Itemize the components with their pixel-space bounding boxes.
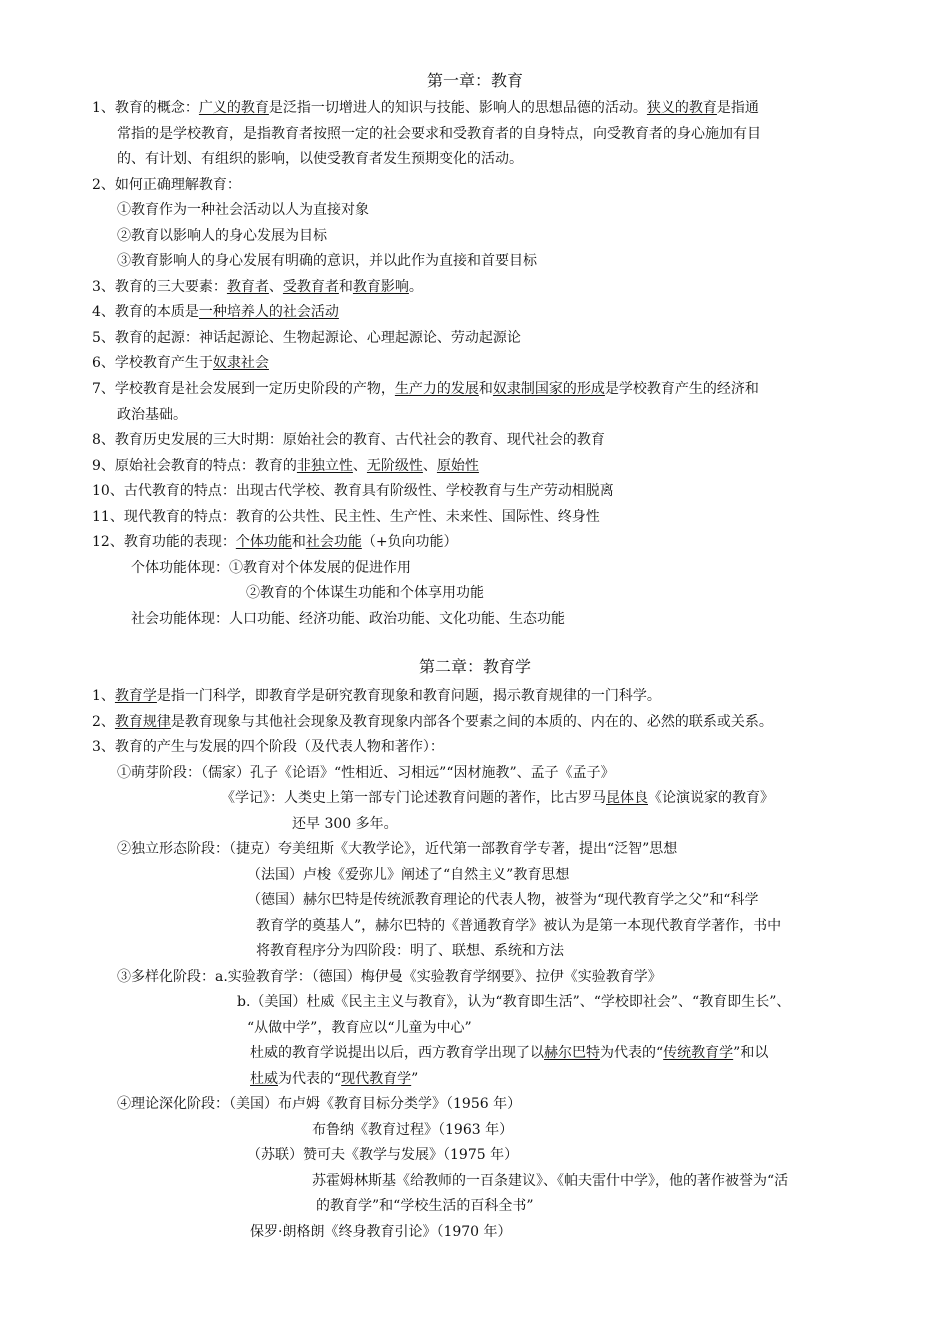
stage-2-line-1: ②独立形态阶段：（捷克）夸美纽斯《大教学论》，近代第一部教育学专著，提出“泛智”思想 (117, 841, 678, 857)
stage-3-line-2: b.（美国）杜威《民主主义与教育》，认为“教育即生活”、“学校即社会”、“教育即生长”、 (237, 994, 791, 1010)
ch2-item-2: 2、教育规律是教育现象与其他社会现象及教育现象内部各个要素之间的本质的、内在的、必然的联系或关系。 (92, 714, 773, 730)
stage-3-line-1: ③多样化阶段：a.实验教育学：（德国）梅伊曼《实验教育学纲要》、拉伊《实验教育学》 (117, 969, 662, 985)
term-narrow-education: 狭义的教育 (646, 100, 717, 116)
chapter-2-title: 第二章：教育学 (418, 657, 531, 676)
item-1-line-1: 1、教育的概念：广义的教育是泛指一切增进人的知识与技能、影响人的思想品德的活动。狭义的教育是指通 (92, 100, 759, 116)
item-6: 6、学校教育产生于奴隶社会 (92, 355, 269, 371)
item-2-heading: 2、如何正确理解教育： (92, 177, 241, 193)
item-7-line-2: 政治基础。 (117, 407, 187, 423)
item-12-social: 社会功能体现：人口功能、经济功能、政治功能、文化功能、生态功能 (131, 611, 565, 627)
stage-4-line-5: 的教育学”和“学校生活的百科全书” (316, 1198, 534, 1214)
stage-1-line-3: 还早 300 多年。 (292, 816, 398, 832)
item-12-individual-2: ②教育的个体谋生功能和个体享用功能 (246, 585, 484, 601)
stage-3-line-3: “从做中学”，教育应以“儿童为中心” (247, 1020, 472, 1036)
stage-4-line-1: ④理论深化阶段：（美国）布卢姆《教育目标分类学》（1956 年） (117, 1096, 522, 1112)
stage-4-line-2: 布鲁纳《教育过程》（1963 年） (312, 1122, 514, 1138)
stage-2-line-4: 教育学的奠基人”，赫尔巴特的《普通教育学》被认为是第一本现代教育学著作，书中 (256, 918, 782, 934)
item-7-line-1: 7、学校教育是社会发展到一定历史阶段的产物，生产力的发展和奴隶制国家的形成是学校教育产生的经济和 (92, 381, 759, 397)
item-12-individual-1: 个体功能体现：①教育对个体发展的促进作用 (131, 560, 411, 576)
stage-2-line-3: （德国）赫尔巴特是传统派教育理论的代表人物，被誉为“现代教育学之父”和“科学 (247, 892, 759, 908)
item-1-line-2: 常指的是学校教育，是指教育者按照一定的社会要求和受教育者的自身特点，向受教育者的身心施加有目 (117, 126, 761, 142)
stage-4-line-3: （苏联）赞可夫《教学与发展》（1975 年） (247, 1147, 519, 1163)
item-8: 8、教育历史发展的三大时期：原始社会的教育、古代社会的教育、现代社会的教育 (92, 432, 605, 448)
stage-3-line-4: 杜威的教育学说提出以后，西方教育学出现了以赫尔巴特为代表的“传统教育学”和以 (250, 1045, 769, 1061)
item-9: 9、原始社会教育的特点：教育的非独立性、无阶级性、原始性 (92, 458, 479, 474)
item-2-point-1: ①教育作为一种社会活动以人为直接对象 (117, 202, 369, 218)
item-11: 11、现代教育的特点：教育的公共性、民主性、生产性、未来性、国际性、终身性 (92, 509, 600, 525)
term-broad-education: 广义的教育 (198, 100, 269, 116)
stage-3-line-5: 杜威为代表的“现代教育学” (250, 1071, 419, 1087)
stage-4-line-4: 苏霍姆林斯基《给教师的一百条建议》、《帕夫雷什中学》，他的著作被誉为“活 (312, 1173, 789, 1189)
ch2-item-3-heading: 3、教育的产生与发展的四个阶段（及代表人物和著作）： (92, 739, 444, 755)
stage-1-line-1: ①萌芽阶段：（儒家）孔子《论语》“性相近、习相远”“因材施教”、孟子《孟子》 (117, 765, 615, 781)
stage-1-line-2: 《学记》：人类史上第一部专门论述教育问题的著作，比古罗马昆体良《论演说家的教育》 (221, 790, 774, 806)
item-10: 10、古代教育的特点：出现古代学校、教育具有阶级性、学校教育与生产劳动相脱离 (92, 483, 614, 499)
chapter-1-title: 第一章：教育 (426, 71, 523, 90)
stage-2-line-2: （法国）卢梭《爱弥儿》阐述了“自然主义”教育思想 (247, 867, 570, 883)
item-4: 4、教育的本质是一种培养人的社会活动 (92, 304, 339, 320)
item-1-line-3: 的、有计划、有组织的影响，以使受教育者发生预期变化的活动。 (117, 151, 523, 167)
item-2-point-2: ②教育以影响人的身心发展为目标 (117, 228, 327, 244)
stage-2-line-5: 将教育程序分为四阶段：明了、联想、系统和方法 (256, 943, 564, 959)
ch2-item-1: 1、教育学是指一门科学，即教育学是研究教育现象和教育问题，揭示教育规律的一门科学。 (92, 688, 661, 704)
item-5: 5、教育的起源：神话起源论、生物起源论、心理起源论、劳动起源论 (92, 330, 521, 346)
item-2-point-3: ③教育影响人的身心发展有明确的意识，并以此作为直接和首要目标 (117, 253, 537, 269)
item-3: 3、教育的三大要素：教育者、受教育者和教育影响。 (92, 279, 423, 295)
item-12: 12、教育功能的表现：个体功能和社会功能（+负向功能） (92, 534, 458, 550)
stage-4-line-6: 保罗·朗格朗《终身教育引论》（1970 年） (250, 1224, 512, 1240)
